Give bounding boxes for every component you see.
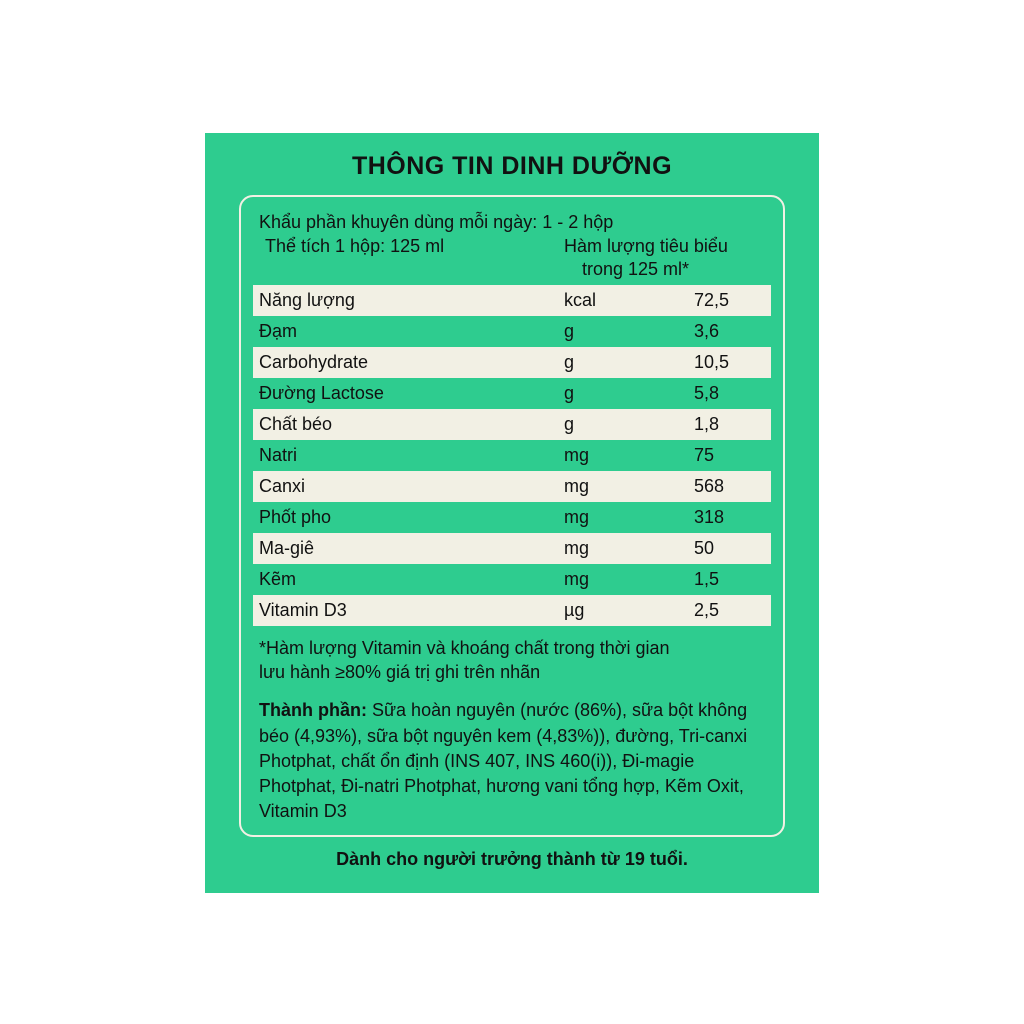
nutrient-value: 50 bbox=[688, 533, 771, 564]
nutrient-name: Carbohydrate bbox=[253, 347, 558, 378]
nutrition-table bbox=[253, 285, 771, 626]
nutrient-unit: g bbox=[558, 409, 688, 440]
table-row bbox=[253, 533, 771, 564]
nutrient-unit: mg bbox=[564, 444, 590, 465]
nutrient-name: Đường Lactose bbox=[259, 382, 384, 403]
table-row bbox=[253, 595, 771, 626]
table-row bbox=[253, 378, 771, 409]
volume-and-typical-row bbox=[259, 235, 767, 281]
nutrient-name: Canxi bbox=[253, 471, 558, 502]
volume-row bbox=[265, 235, 444, 259]
nutrient-name: Kẽm bbox=[259, 568, 297, 589]
nutrition-table-body bbox=[253, 285, 771, 626]
table-row bbox=[253, 409, 771, 440]
footnote bbox=[253, 626, 771, 685]
page-title: THÔNG TIN DINH DƯỠNG bbox=[351, 152, 673, 180]
nutrient-unit: mg bbox=[564, 568, 590, 589]
nutrient-value: 2,5 bbox=[688, 595, 771, 626]
nutrient-name: Natri bbox=[259, 444, 298, 465]
nutrient-unit: µg bbox=[558, 595, 688, 626]
nutrient-unit: mg bbox=[558, 471, 688, 502]
nutrient-value: 568 bbox=[688, 471, 771, 502]
nutrient-value: 72,5 bbox=[688, 285, 771, 316]
nutrient-unit: g bbox=[558, 347, 688, 378]
nutrient-name: Đạm bbox=[259, 320, 298, 341]
age-note: Dành cho người trưởng thành từ 19 tuổi. bbox=[336, 849, 688, 869]
typical-amount-line1: Hàm lượng tiêu biểu bbox=[564, 235, 728, 256]
ingredients-label: Thành phần: bbox=[259, 700, 367, 721]
nutrient-value: 1,5 bbox=[694, 568, 720, 589]
table-row bbox=[253, 502, 771, 533]
nutrition-label-panel bbox=[205, 133, 819, 893]
nutrient-name: Chất béo bbox=[253, 409, 558, 440]
daily-serving-row bbox=[259, 211, 767, 235]
volume-value: 125 ml bbox=[390, 235, 445, 256]
footnote-line-1: *Hàm lượng Vitamin và khoáng chất trong thời gian bbox=[259, 637, 670, 658]
table-row bbox=[253, 347, 771, 378]
nutrient-unit: mg bbox=[564, 506, 590, 527]
table-row bbox=[253, 316, 771, 347]
nutrient-name: Phốt pho bbox=[259, 506, 332, 527]
table-row bbox=[253, 471, 771, 502]
table-row bbox=[253, 564, 771, 595]
nutrient-unit: mg bbox=[558, 533, 688, 564]
typical-amount-heading bbox=[564, 235, 728, 282]
nutrient-unit: g bbox=[564, 382, 575, 403]
table-row bbox=[253, 285, 771, 316]
nutrient-name: Ma-giê bbox=[253, 533, 558, 564]
volume-label: Thể tích 1 hộp: bbox=[265, 235, 386, 256]
typical-amount-line2: trong 125 ml* bbox=[582, 259, 690, 280]
nutrient-value: 3,6 bbox=[694, 320, 720, 341]
nutrient-value: 75 bbox=[694, 444, 715, 465]
nutrient-name: Vitamin D3 bbox=[253, 595, 558, 626]
nutrient-name: Năng lượng bbox=[253, 285, 558, 316]
daily-serving-value: 1 - 2 hộp bbox=[542, 212, 614, 232]
nutrition-inner-frame bbox=[239, 195, 785, 837]
serving-info bbox=[253, 207, 771, 283]
nutrient-value: 5,8 bbox=[694, 382, 720, 403]
table-row bbox=[253, 440, 771, 471]
nutrient-unit: g bbox=[564, 320, 575, 341]
ingredients-text: Sữa hoàn nguyên (nước (86%), sữa bột không béo (4,93%), sữa bột nguyên kem (4,83%)), đường, Tri-canxi Photphat, chất ổn định (INS 407, INS 460(i)), Đi-magie Photphat, Đi-natri Photphat, hương vani tổng hợp, Kẽm Oxit, Vitamin D3 bbox=[259, 700, 748, 822]
nutrient-value: 1,8 bbox=[688, 409, 771, 440]
ingredients-block bbox=[253, 684, 771, 824]
nutrient-unit: kcal bbox=[558, 285, 688, 316]
nutrient-value: 10,5 bbox=[688, 347, 771, 378]
daily-serving-label: Khẩu phần khuyên dùng mỗi ngày: bbox=[259, 212, 538, 232]
footnote-line-2: lưu hành ≥80% giá trị ghi trên nhãn bbox=[259, 662, 541, 683]
nutrient-value: 318 bbox=[694, 506, 725, 527]
